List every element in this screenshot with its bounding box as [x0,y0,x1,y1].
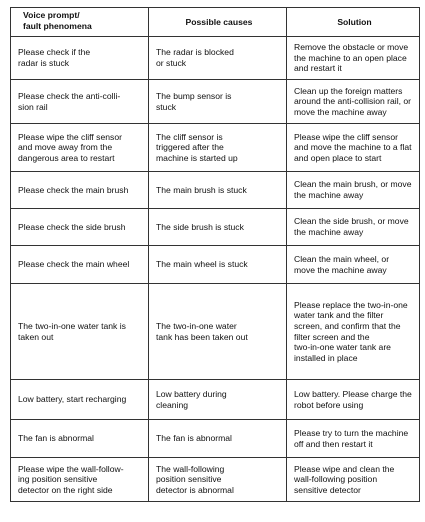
cause-cell-line: The cliff sensor is [156,131,223,142]
table-row [11,172,420,209]
phenomenon-cell [11,37,149,80]
cause-cell-line: triggered after the [156,142,224,153]
phenomenon-cell [11,246,149,284]
table-row [11,420,420,458]
cause-cell-line: stuck [156,101,177,112]
solution-cell-line: Low battery. Please charge the [294,388,412,399]
cause-cell-line: or stuck [156,58,187,68]
table-row [11,284,420,380]
phenomenon-cell-line: sion rail [18,101,48,112]
solution-cell-line: the machine away [294,190,364,200]
header-phenomena-line-2: fault phenomena [23,20,92,31]
cause-cell-line: detector is abnormal [156,484,234,495]
solution-cell [287,172,420,209]
header-solution: Solution [287,8,420,37]
cause-cell-line: The main wheel is stuck [156,259,248,270]
cause-cell-line: The fan is abnormal [156,433,232,444]
table-row [11,246,420,284]
cause-cell [149,246,287,284]
phenomenon-cell-line: Please check the side brush [18,221,126,232]
phenomenon-cell [11,124,149,172]
header-phenomena [11,8,149,37]
table-row [11,380,420,420]
solution-cell [287,458,420,502]
solution-cell-line: Please try to turn the machine [294,427,409,438]
solution-cell [287,80,420,124]
solution-cell [287,124,420,172]
phenomenon-cell [11,284,149,380]
solution-cell-line: Clean the main wheel, or [294,253,390,264]
table-row [11,458,420,502]
phenomenon-cell-line: detector on the right side [18,484,113,495]
solution-cell-line: move the machine away [294,106,387,117]
cause-cell [149,80,287,124]
solution-cell-line: water tank and the filter [294,310,384,321]
phenomenon-cell-line: Please check the anti-colli- [18,90,121,101]
cause-cell [149,284,287,380]
header-phenomena-line-1: Voice prompt/ [23,10,80,20]
phenomenon-cell [11,380,149,420]
table-row [11,37,420,80]
phenomenon-cell [11,172,149,209]
cause-cell-line: machine is started up [156,152,238,163]
cause-cell-line: The bump sensor is [156,90,232,101]
solution-cell-line: the machine away [294,227,364,237]
cause-cell-line: cleaning [156,399,189,410]
table-body [11,37,420,502]
solution-cell-line: two-in-one water tank are [294,342,391,353]
solution-cell-line: robot before using [294,399,364,410]
troubleshooting-table [10,7,420,502]
solution-cell [287,284,420,380]
phenomenon-cell [11,209,149,246]
phenomenon-cell-line: The fan is abnormal [18,433,94,444]
solution-cell-line: Remove the obstacle or move [294,42,409,53]
solution-cell [287,209,420,246]
solution-cell-line: installed in place [294,352,358,363]
cause-cell-line: The two-in-one water [156,320,237,331]
solution-cell-line: and open place to start [294,152,382,163]
solution-cell-line: wall-following position [294,474,378,485]
cause-cell-line: tank has been taken out [156,331,248,342]
cause-cell [149,172,287,209]
table-row [11,209,420,246]
solution-cell-line: Please wipe and clean the [294,463,395,474]
header-causes: Possible causes [149,8,287,37]
phenomenon-cell-line: and move away from the [18,142,113,153]
solution-cell [287,420,420,458]
solution-cell-line: sensitive detector [294,484,361,495]
cause-cell-line: The main brush is stuck [156,184,247,195]
phenomenon-cell-line: Please check if the [18,47,91,58]
solution-cell-line: Clean the side brush, or move [294,216,409,227]
phenomenon-cell-line: ing position sensitive [18,474,98,485]
solution-cell-line: off and then restart it [294,438,373,449]
solution-cell-line: Clean the main brush, or move [294,179,412,190]
solution-cell-line: Please wipe the cliff sensor [294,131,398,142]
phenomenon-cell-line: Please wipe the cliff sensor [18,131,122,142]
solution-cell [287,380,420,420]
cause-cell [149,124,287,172]
solution-cell-line: and restart it [294,63,342,74]
cause-cell [149,209,287,246]
phenomenon-cell-line: Please check the main wheel [18,259,130,270]
phenomenon-cell-line: radar is stuck [18,58,70,68]
cause-cell [149,458,287,502]
solution-cell-line: Please replace the two-in-one [294,299,408,310]
phenomenon-cell-line: dangerous area to restart [18,152,115,163]
phenomenon-cell-line: Please wipe the wall-follow- [18,463,124,474]
table-row [11,124,420,172]
solution-cell-line: screen, and confirm that the [294,320,401,331]
phenomenon-cell [11,80,149,124]
cause-cell-line: The wall-following [156,463,225,474]
table-header-row [11,8,420,37]
solution-cell-line: around the anti-collision rail, or [294,96,412,107]
table-row [11,80,420,124]
cause-cell-line: Low battery during [156,388,227,399]
cause-cell [149,380,287,420]
solution-cell-line: move the machine away [294,264,387,275]
cause-cell-line: The side brush is stuck [156,221,244,232]
phenomenon-cell [11,458,149,502]
cause-cell-line: position sensitive [156,474,222,485]
solution-cell-line: the machine to an open place [294,52,407,63]
phenomenon-cell-line: The two-in-one water tank is [18,320,126,331]
phenomenon-cell [11,420,149,458]
phenomenon-cell-line: Please check the main brush [18,184,129,195]
solution-cell-line: Clean up the foreign matters [294,85,403,96]
phenomenon-cell-line: taken out [18,331,54,342]
phenomenon-cell-line: Low battery, start recharging [18,394,127,405]
solution-cell-line: filter screen and the [294,331,370,342]
cause-cell [149,420,287,458]
solution-cell [287,37,420,80]
solution-cell-line: and move the machine to a flat [294,142,412,153]
cause-cell [149,37,287,80]
cause-cell-line: The radar is blocked [156,47,234,58]
solution-cell [287,246,420,284]
